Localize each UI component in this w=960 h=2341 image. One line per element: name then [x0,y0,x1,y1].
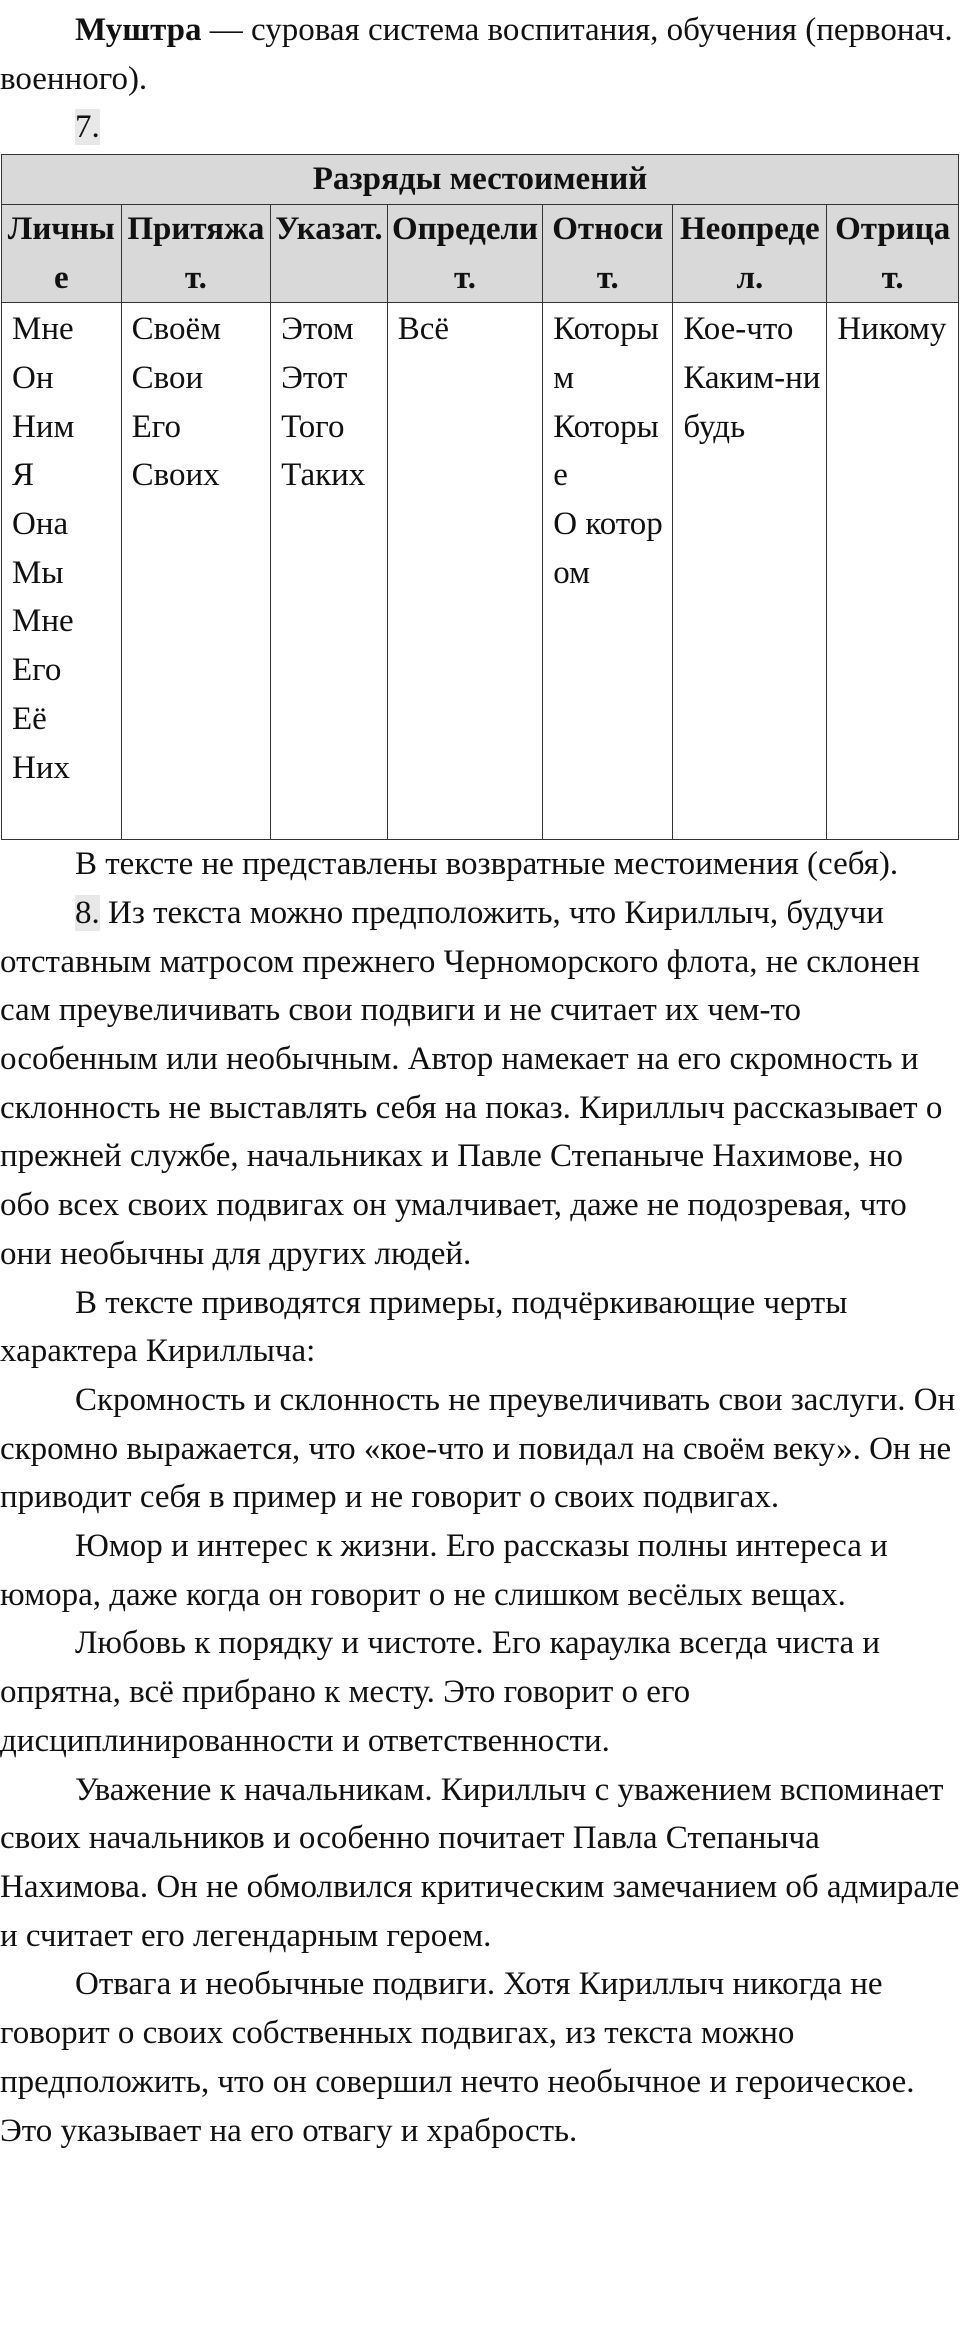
body-paragraph: Любовь к порядку и чистоте. Его караулка всегда чиста и опрятна, всё прибрано к месту. Это говорит о его дисциплинированности и ответственности. [0,1625,881,1759]
task-7-number: 7. [75,109,100,146]
pronoun-item: Этот [281,359,348,396]
body-paragraph: Отвага и необычные подвиги. Хотя Кириллыч никогда не говорит о своих собственных подвигах, из текста можно предположить, что он совершил нечто необычное и героическое. Это указывает на его отвагу и храбрость. [0,1966,915,2149]
body-paragraph: Скромность и склонность не преувеличивать свои заслуги. Он скромно выражается, что «кое-что и повидал на своём веку». Он не приводит себя в пример и не говорит о своих подвигах. [0,1381,956,1516]
table-title: Разряды местоимений [2,155,959,205]
pronoun-item: Никому [837,311,947,348]
pronoun-item: Мы [12,554,64,591]
column-header-negative: Отрицат. [827,204,959,302]
table-row [2,303,959,840]
column-cell-relative [543,303,673,840]
pronoun-item: Её [12,700,47,737]
task-8-number: 8. [75,894,100,931]
pronoun-item: Этом [281,311,354,348]
column-header-determinative: Определит. [387,204,543,302]
column-header-indefinite: Неопредел. [673,204,827,302]
pronoun-item: Мне [12,311,74,348]
body-paragraph: Юмор и интерес к жизни. Его рассказы полны интереса и юмора, даже когда он говорит о не слишком весёлых вещах. [0,1528,888,1613]
pronoun-item: Которым [553,311,659,396]
pronoun-item: Кое-что [683,311,794,348]
pronoun-item: Мне [12,603,74,640]
column-cell-personal [2,303,122,840]
pronoun-item: Таких [281,457,366,494]
column-cell-negative [827,303,959,840]
body-paragraph: В тексте приводятся примеры, подчёркивающие черты характера Кириллыча: [0,1284,848,1370]
pronoun-item: Он [12,359,54,396]
task-8-paragraph [0,889,960,1279]
column-header-demonstrative: Указат. [271,204,388,302]
column-cell-indefinite [673,303,827,840]
after-table-paragraph: В тексте не представлены возвратные местоимения (себя). [75,846,899,883]
column-header-relative: Относит. [543,204,673,302]
column-cell-possessive [121,303,271,840]
pronoun-item: Того [281,408,345,445]
intro-paragraph [0,6,960,103]
table-header-row [2,204,959,302]
task-7-number-line [0,103,960,152]
pronoun-item: О котором [553,506,663,591]
pronoun-item: Своих [131,457,220,494]
pronoun-item: Ним [12,408,75,445]
pronoun-item: Я [12,457,35,494]
pronoun-item: Всё [397,311,450,348]
pronoun-item: Каким-нибудь [683,359,821,445]
pronoun-item: Свои [131,359,204,396]
intro-term: Муштра [75,12,202,48]
task-8-text: Из текста можно предположить, что Кириллыч, будучи отставным матросом прежнего Черноморского флота, не склонен сам преувеличивать свои подвиги и не считает их чем-то особенным или необычным. Автор намекает на его скромность и склонность не выставлять себя на показ. Кириллыч рассказывает о прежней службе, начальниках и Павле Степаныче Нахимове, но обо всех своих подвигах он умалчивает, даже не подозревая, что они необычны для других людей. [0,894,943,1272]
intro-definition: — суровая система воспитания, обучения (первонач. военного). [0,12,953,97]
pronoun-item: Своём [131,311,222,348]
pronoun-item: Его [12,652,62,689]
column-header-personal: Личные [2,204,122,302]
pronoun-item: Которые [553,408,659,494]
column-header-possessive: Притяжат. [121,204,271,302]
pronoun-categories-table [1,154,959,840]
pronoun-item: Она [12,506,69,543]
pronoun-item: Его [131,408,181,445]
column-cell-determinative [387,303,543,840]
pronoun-item: Них [12,749,70,786]
body-paragraph: Уважение к начальникам. Кириллыч с уважением вспоминает своих начальников и особенно почитает Павла Степаныча Нахимова. Он не обмолвился критическим замечанием об адмирале и считает его легендарным героем. [0,1771,960,1954]
column-cell-demonstrative [271,303,388,840]
